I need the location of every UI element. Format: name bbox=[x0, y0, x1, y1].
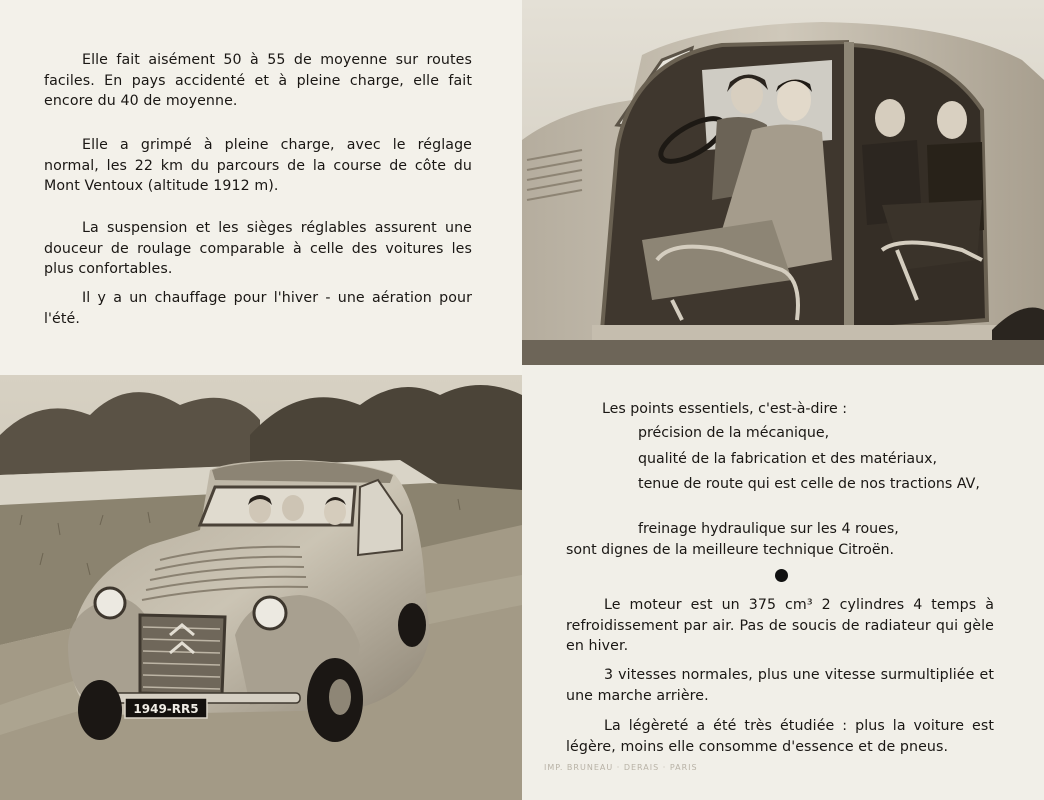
license-plate-text: 1949-RR5 bbox=[133, 702, 199, 716]
essential-item: freinage hydraulique sur les 4 roues, bbox=[638, 521, 899, 537]
bullet-separator-icon bbox=[775, 569, 788, 582]
essentials-intro: Les points essentiels, c'est-à-dire : bbox=[602, 401, 847, 417]
paragraph-heating: Il y a un chauffage pour l'hiver - une aération pour l'été. bbox=[44, 290, 472, 327]
essential-item: précision de la mécanique, bbox=[638, 425, 830, 441]
paragraph-engine: Le moteur est un 375 cm³ 2 cylindres 4 temps à refroidissement par air. Pas de soucis de radiateur qui gèle en hiver. bbox=[566, 597, 994, 654]
essential-item: tenue de route qui est celle de nos tractions AV, bbox=[638, 476, 980, 492]
paragraph-suspension: La suspension et les sièges réglables assurent une douceur de roulage comparable à celle des voitures les plus confortables. bbox=[44, 220, 472, 277]
essentials-conclusion: sont dignes de la meilleure technique Citroën. bbox=[566, 542, 895, 558]
car-road-photo bbox=[0, 375, 522, 800]
essential-item: qualité de la fabrication et des matériaux, bbox=[638, 451, 938, 467]
top-left-text-panel bbox=[0, 0, 522, 375]
car-interior-photo bbox=[522, 0, 1044, 365]
paragraph-lightness: La légèreté a été très étudiée : plus la voiture est légère, moins elle consomme d'essence et de pneus. bbox=[566, 718, 994, 755]
bottom-right-text-panel bbox=[522, 365, 1044, 800]
printer-imprint: IMP. BRUNEAU · DERAIS · PARIS bbox=[544, 763, 698, 772]
paragraph-mont-ventoux: Elle a grimpé à pleine charge, avec le réglage normal, les 22 km du parcours de la course de côte du Mont Ventoux (altitude 1912 m). bbox=[44, 137, 472, 194]
paragraph-average-speed: Elle fait aisément 50 à 55 de moyenne sur routes faciles. En pays accidenté et à pleine charge, elle fait encore du 40 de moyenne. bbox=[44, 52, 472, 109]
paragraph-gears: 3 vitesses normales, plus une vitesse surmultipliée et une marche arrière. bbox=[566, 667, 994, 704]
